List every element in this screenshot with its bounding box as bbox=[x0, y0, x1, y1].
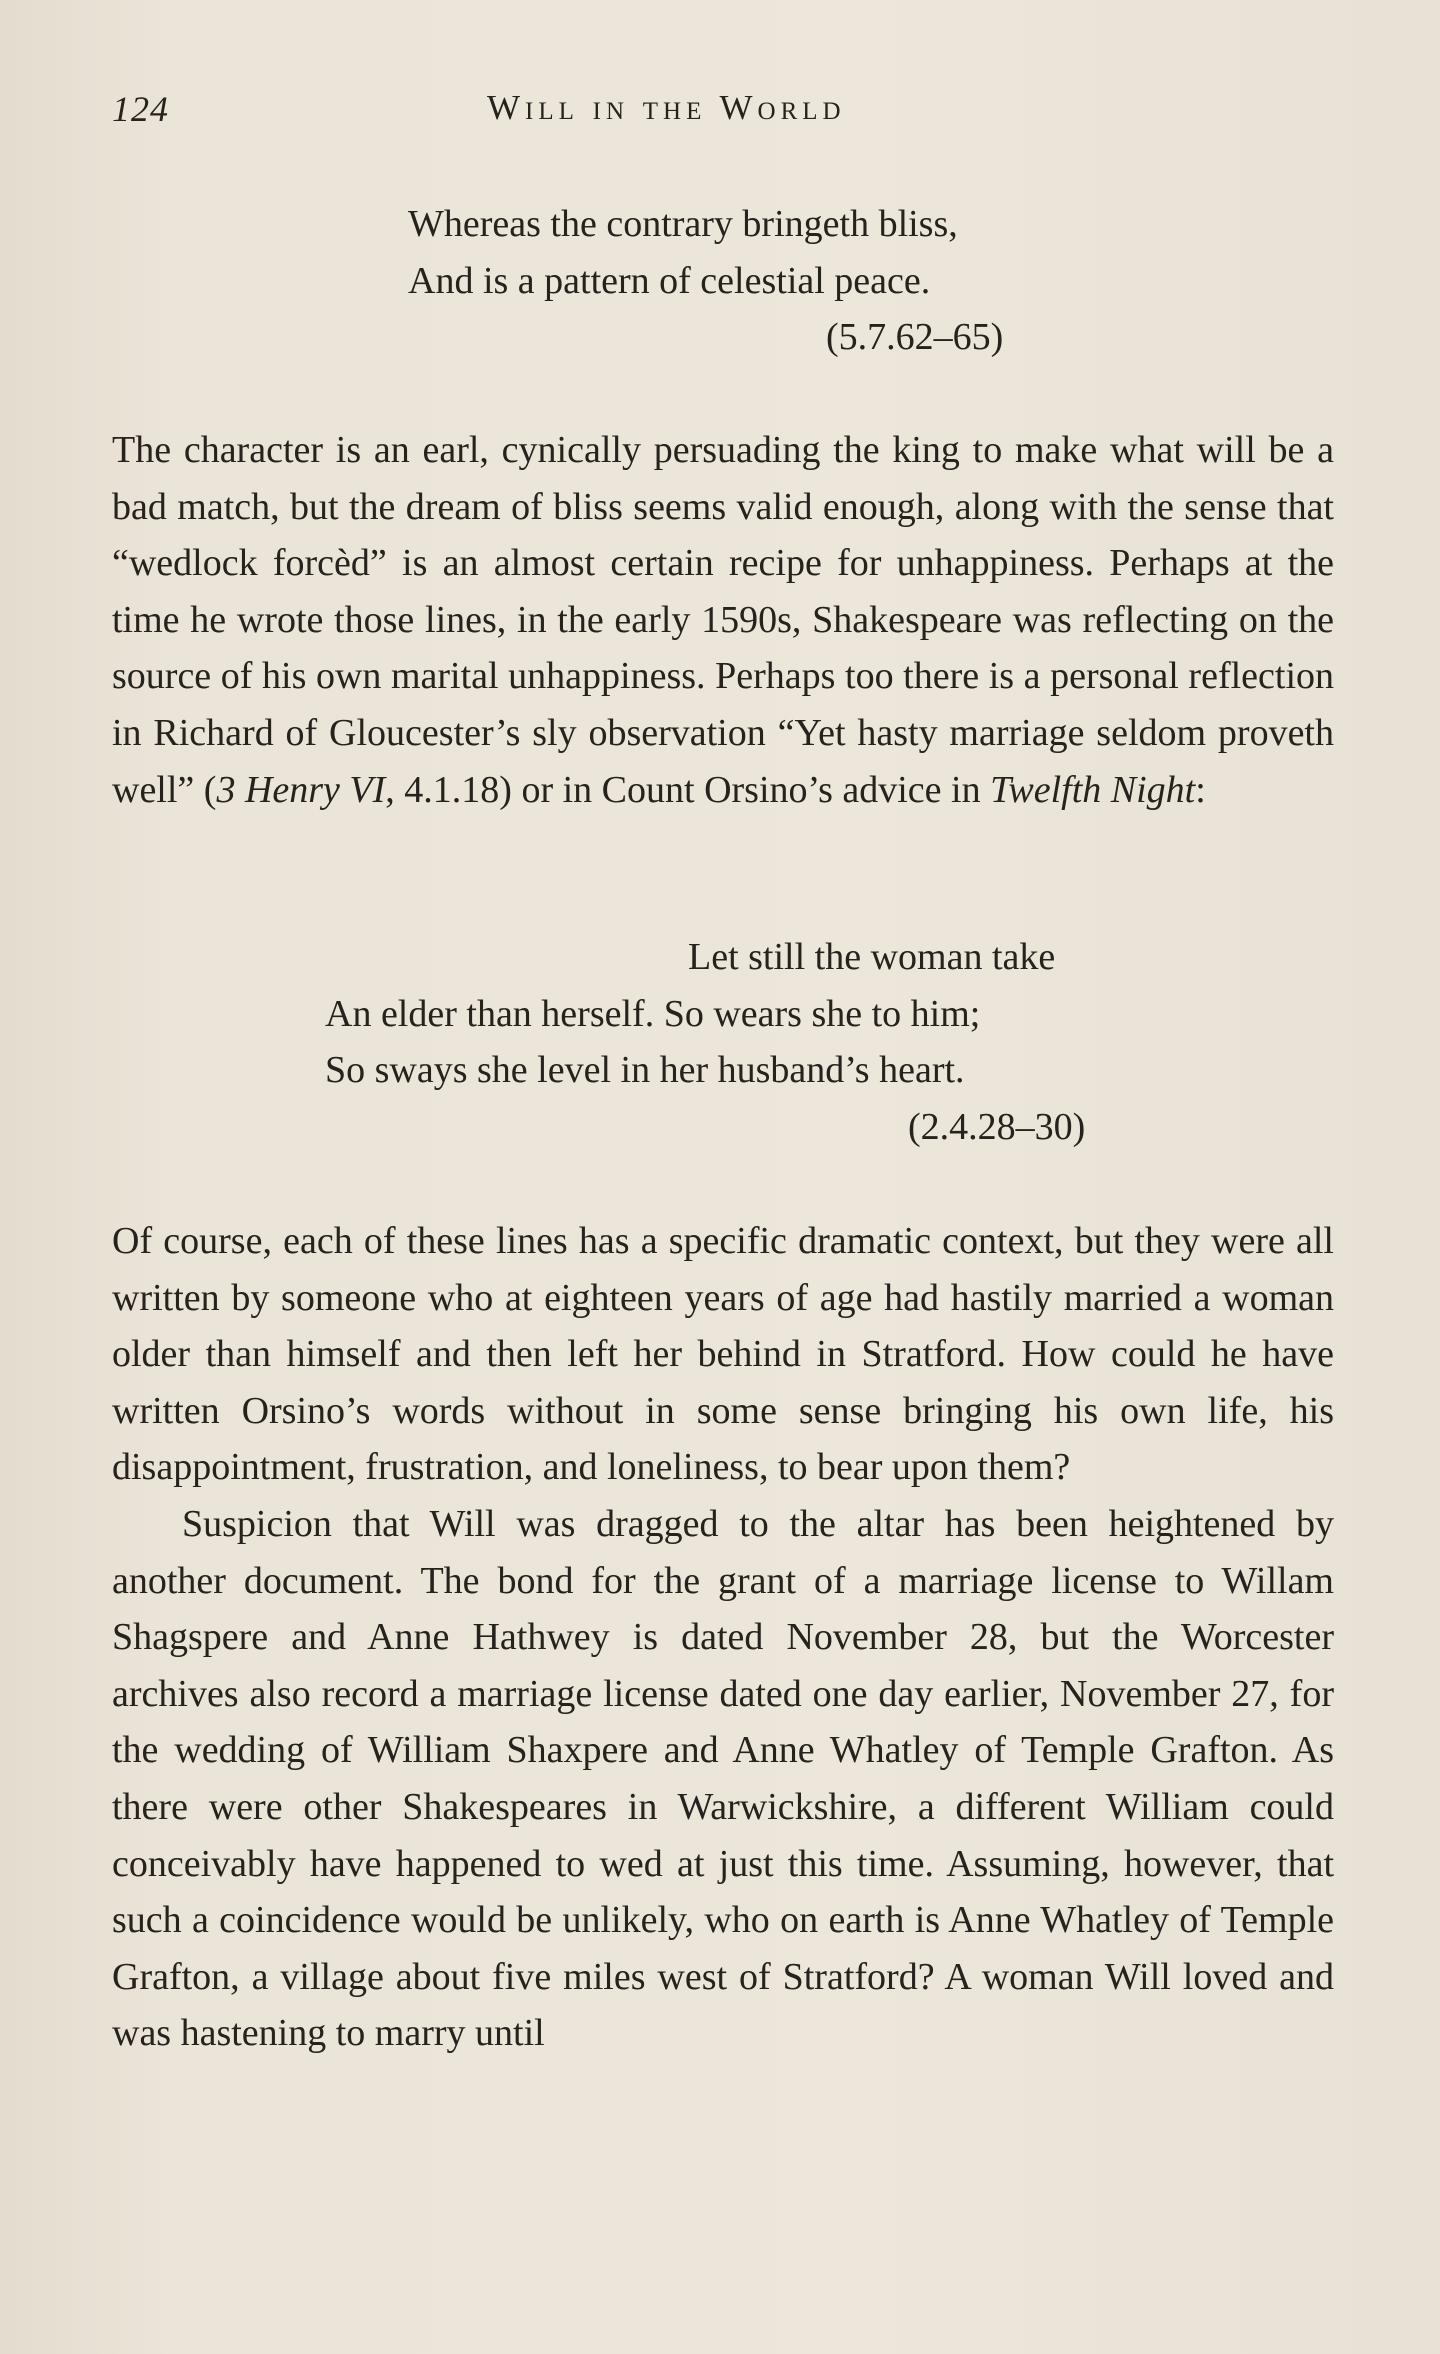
running-head bbox=[112, 88, 1334, 138]
verse-line: And is a pattern of celestial peace. bbox=[408, 259, 931, 302]
verse-citation: (2.4.28–30) bbox=[908, 1106, 1086, 1148]
verse-citation: (5.7.62–65) bbox=[826, 316, 1004, 358]
play-title: Twelfth Night bbox=[990, 768, 1196, 811]
play-title: 3 Henry VI bbox=[216, 768, 386, 811]
paragraph-text: , 4.1.18) or in Count Orsino’s advice in bbox=[385, 768, 991, 811]
verse-line: Whereas the contrary bringeth bliss, bbox=[408, 203, 958, 245]
verse-line: An elder than herself. So wears she to him; bbox=[325, 992, 981, 1035]
paragraph-text: Of course, each of these lines has a specific dramatic context, but they were all written by someone who at eighteen years of age had hastily married a woman older than himself and then left her behind in Stratford. How could he have written Orsino’s words without in some sense bringing his own life, his disappointment, frustration, and loneliness, to bear upon them? bbox=[112, 1220, 1334, 1489]
verse-line: Let still the woman take bbox=[688, 936, 1056, 978]
book-title: Will in the World bbox=[487, 88, 846, 127]
verse-quote-1 bbox=[408, 196, 1004, 358]
paragraph-2 bbox=[112, 1213, 1334, 2062]
page-number: 124 bbox=[112, 89, 169, 129]
paragraph-text: : bbox=[1195, 768, 1206, 811]
paragraph-text: The character is an earl, cynically persuading the king to make what will be a bad match, but the dream of bliss seems valid enough, along with the sense that “wedlock forcèd” is an almost certain recipe for unhappiness. Perhaps at the time he wrote those lines, in the early 1590s, Shakespeare was reflecting on the source of his own marital unhappiness. Perhaps too there is a personal reflection in Richard of Gloucester’s sly observation “Yet hasty marriage seldom proveth well” ( bbox=[112, 429, 1334, 811]
verse-line: So sways she level in her husband’s heart. bbox=[325, 1049, 965, 1092]
verse-quote-2 bbox=[325, 929, 1086, 1148]
paragraph-1 bbox=[112, 422, 1334, 818]
paragraph-3: Suspicion that Will was dragged to the altar has been heightened by another document. The bond for the grant of a marriage license to Willam Shagspere and Anne Hathwey is dated November 28, but the Worcester archives also record a marriage license dated one day earlier, November 27, for the wedding of William Shaxpere and Anne Whatley of Temple Grafton. As there were other Shakespeares in Warwickshire, a different William could conceivably have happened to wed at just this time. Assuming, however, that such a coincidence would be unlikely, who on earth is Anne Whatley of Temple Grafton, a village about five miles west of Stratford? A woman Will loved and was hastening to marry until bbox=[112, 1502, 1334, 2055]
